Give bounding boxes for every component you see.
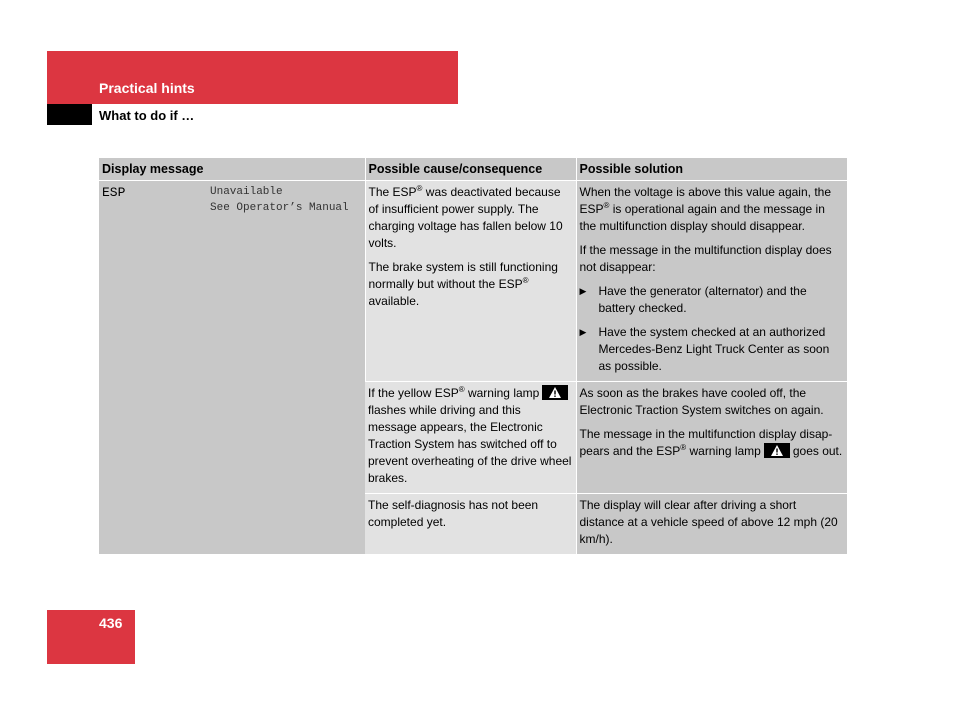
section-title: Practical hints: [99, 80, 195, 96]
table-header-row: [99, 158, 847, 181]
registered-mark: ®: [603, 201, 610, 210]
text-run: The message in the multifunction display disap-pears and the ESP: [579, 427, 833, 458]
text-run: The brake system is still functioning normally but without the ESP: [368, 260, 558, 291]
solution-paragraph: As soon as the brakes have cooled off, the Electronic Traction System switches on again.: [579, 386, 824, 417]
table-row: [99, 181, 847, 382]
column-header-cause: Possible cause/consequence: [365, 158, 576, 181]
cause-cell: [365, 382, 576, 494]
column-header-solution: Possible solution: [576, 158, 847, 181]
registered-mark: ®: [680, 443, 687, 452]
subsection-title: What to do if …: [99, 108, 195, 123]
cause-paragraph: [369, 259, 573, 310]
solution-paragraph: The display will clear after driving a short distance at a vehicle speed of above 12 mph (20 km/h).: [579, 498, 838, 546]
page-number: 436: [99, 615, 123, 631]
registered-mark: ®: [522, 276, 529, 285]
solution-cell: [576, 494, 847, 555]
cause-cell: [365, 181, 576, 382]
bullet-item: [580, 283, 845, 317]
hints-table: [99, 158, 847, 555]
display-line-2: See Operator’s Manual: [210, 202, 349, 214]
solution-cell: [576, 382, 847, 494]
warning-triangle-icon: [542, 385, 568, 400]
text-run: warning lamp: [464, 386, 540, 400]
text-run: available.: [368, 294, 420, 308]
cause-paragraph: [368, 385, 573, 487]
display-code: ESP: [102, 185, 126, 200]
display-message-cell: [99, 181, 365, 555]
display-line-1: Unavailable: [210, 186, 283, 198]
cause-cell: [365, 494, 576, 555]
text-run: When the voltage is above this value again, the ESP: [579, 185, 831, 216]
solution-paragraph: If the message in the multifunction display does not disappear:: [579, 243, 832, 274]
column-header-display: Display message: [99, 158, 365, 181]
section-tab-marker: [47, 104, 92, 125]
solution-cell: [576, 181, 847, 382]
display-message-text: [210, 184, 349, 216]
text-run: If the yellow ESP: [368, 386, 459, 400]
header-bar: [47, 51, 458, 104]
text-run: The ESP: [368, 185, 417, 199]
registered-mark: ®: [458, 385, 465, 394]
right-triangle-bullet-icon: ▶: [579, 286, 587, 296]
text-run: warning lamp: [686, 444, 761, 458]
bullet-text: Have the generator (alternator) and the battery checked.: [598, 284, 807, 315]
text-run: flashes while driving and this message appears, the Electronic Traction System has switched off to prevent overheating of the drive wheel brakes.: [368, 403, 572, 485]
bullet-text: Have the system checked at an authorized Mercedes-Benz Light Truck Center as soon as possible.: [598, 325, 830, 373]
right-triangle-bullet-icon: ▶: [579, 327, 587, 337]
solution-paragraph: [580, 184, 845, 235]
solution-paragraph: [580, 426, 845, 460]
text-run: was deactivated because of insufficient power supply. The charging voltage has fallen below 10 volts.: [368, 185, 563, 250]
cause-paragraph: [369, 184, 573, 252]
bullet-item: [580, 324, 845, 375]
text-run: is operational again and the message in the multifunction display should disappear.: [579, 202, 825, 233]
warning-triangle-icon: [764, 443, 790, 458]
cause-paragraph: The self-diagnosis has not been completed yet.: [368, 498, 539, 529]
text-run: goes out.: [792, 444, 843, 458]
registered-mark: ®: [416, 184, 423, 193]
